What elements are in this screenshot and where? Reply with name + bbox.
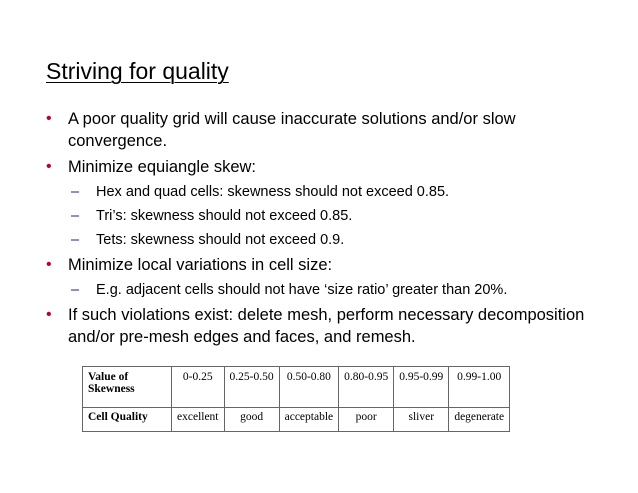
table-row: [83, 408, 510, 432]
table-row: [83, 367, 510, 408]
bullet-text: Minimize local variations in cell size:: [68, 256, 333, 274]
bullet-item: [46, 156, 606, 178]
sub-bullet-text: Hex and quad cells: skewness should not exceed 0.85.: [96, 184, 450, 200]
bullet-dot-icon: •: [46, 158, 52, 175]
sub-bullet-text: E.g. adjacent cells should not have ‘size ratio’ greater than 20%.: [96, 282, 508, 298]
table-cell: 0.50-0.80: [279, 367, 339, 408]
table-cell: degenerate: [449, 408, 510, 432]
table-cell: 0.95-0.99: [394, 367, 449, 408]
table-cell: 0-0.25: [172, 367, 225, 408]
sub-bullet-item: [46, 230, 606, 250]
bullet-item: [46, 254, 606, 276]
bullet-item: [46, 304, 606, 348]
table-cell: sliver: [394, 408, 449, 432]
table-cell: 0.80-0.95: [339, 367, 394, 408]
bullet-text: Minimize equiangle skew:: [68, 158, 257, 176]
skewness-table: [82, 366, 510, 432]
dash-icon: –: [71, 208, 80, 224]
table-row-header: Cell Quality: [83, 408, 172, 432]
bullet-dot-icon: •: [46, 256, 52, 273]
sub-bullet-item: [46, 280, 606, 300]
bullet-text: A poor quality grid will cause inaccurate solutions and/or slow convergence.: [68, 110, 516, 150]
bullet-dot-icon: •: [46, 110, 52, 127]
bullet-dot-icon: •: [46, 306, 52, 323]
dash-icon: –: [71, 232, 80, 248]
table-cell: poor: [339, 408, 394, 432]
table-cell: 0.25-0.50: [224, 367, 279, 408]
skewness-table-wrapper: [82, 366, 510, 432]
table-cell: good: [224, 408, 279, 432]
dash-icon: –: [71, 184, 80, 200]
sub-bullet-text: Tri’s: skewness should not exceed 0.85.: [96, 208, 353, 224]
sub-bullet-text: Tets: skewness should not exceed 0.9.: [96, 232, 345, 248]
bullet-list: [46, 108, 606, 352]
table-row-header: Value of Skewness: [83, 367, 172, 408]
table-cell: excellent: [172, 408, 225, 432]
slide-title: Striving for quality: [46, 58, 229, 84]
dash-icon: –: [71, 282, 80, 298]
bullet-item: [46, 108, 606, 152]
table-cell: acceptable: [279, 408, 339, 432]
sub-bullet-item: [46, 206, 606, 226]
sub-bullet-item: [46, 182, 606, 202]
table-cell: 0.99-1.00: [449, 367, 510, 408]
bullet-text: If such violations exist: delete mesh, perform necessary decomposition and/or pre-mesh edges and faces, and remesh.: [68, 306, 585, 346]
